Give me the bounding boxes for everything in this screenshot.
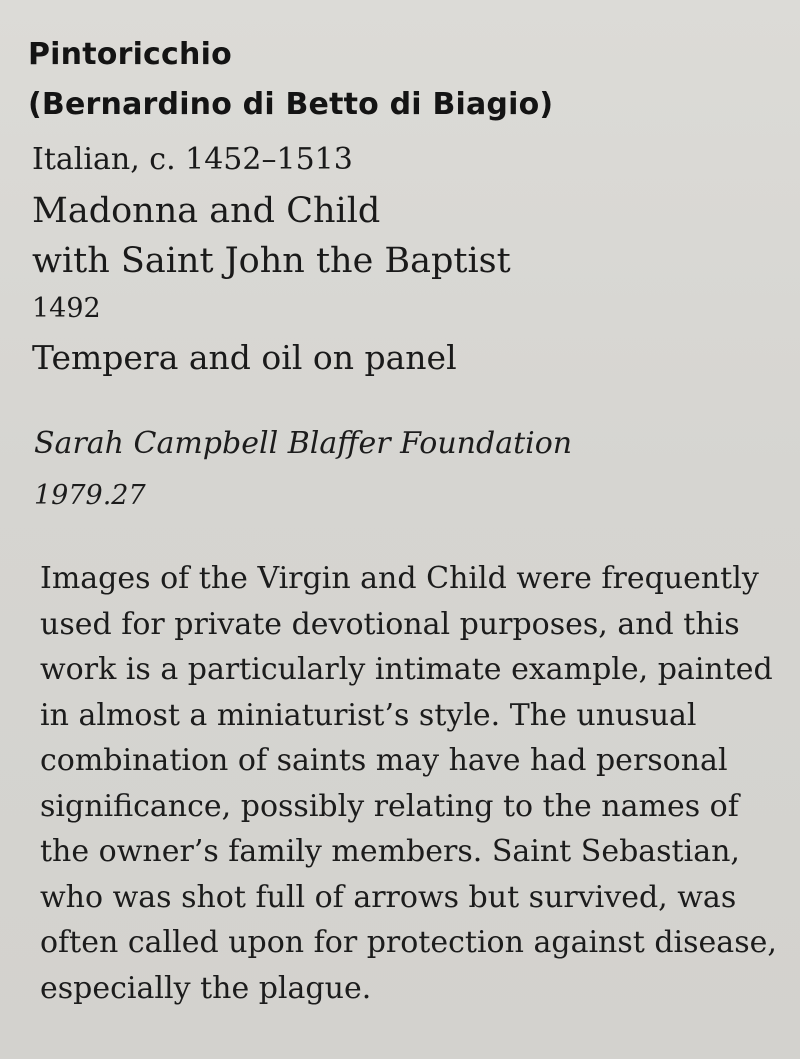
description-line: who was shot full of arrows but survived, was bbox=[40, 879, 737, 915]
credit-name: Sarah Campbell Blaffer Foundation bbox=[34, 426, 573, 461]
artist-heading bbox=[28, 30, 553, 130]
accession-number: 1979.27 bbox=[34, 480, 146, 511]
artwork-medium: Tempera and oil on panel bbox=[32, 338, 457, 377]
artwork-details bbox=[32, 134, 511, 382]
artist-name: Pintoricchio bbox=[28, 37, 232, 72]
artwork-title-line-2: with Saint John the Baptist bbox=[32, 241, 511, 281]
artwork-title-line-1: Madonna and Child bbox=[32, 191, 381, 231]
description-line: work is a particularly intimate example, painted bbox=[40, 652, 773, 687]
description-line: in almost a miniaturist’s style. The unusual bbox=[40, 697, 697, 733]
description-line: the owner’s family members. Saint Sebastian, bbox=[40, 834, 740, 869]
description-line: especially the plague. bbox=[40, 970, 372, 1006]
credit-line bbox=[34, 416, 572, 520]
description-line: used for private devotional purposes, and this bbox=[40, 606, 740, 642]
description-line: combination of saints may have had personal bbox=[40, 743, 728, 778]
artwork-date: 1492 bbox=[32, 293, 101, 324]
description-line: Images of the Virgin and Child were frequently bbox=[40, 561, 759, 596]
description-text bbox=[40, 556, 780, 1011]
description-line: often called upon for protection against disease, bbox=[40, 925, 777, 960]
artist-nationality-dates: Italian, c. 1452–1513 bbox=[32, 142, 353, 177]
artist-full-name: (Bernardino di Betto di Biagio) bbox=[28, 87, 554, 122]
description-line: significance, possibly relating to the names of bbox=[40, 788, 739, 824]
